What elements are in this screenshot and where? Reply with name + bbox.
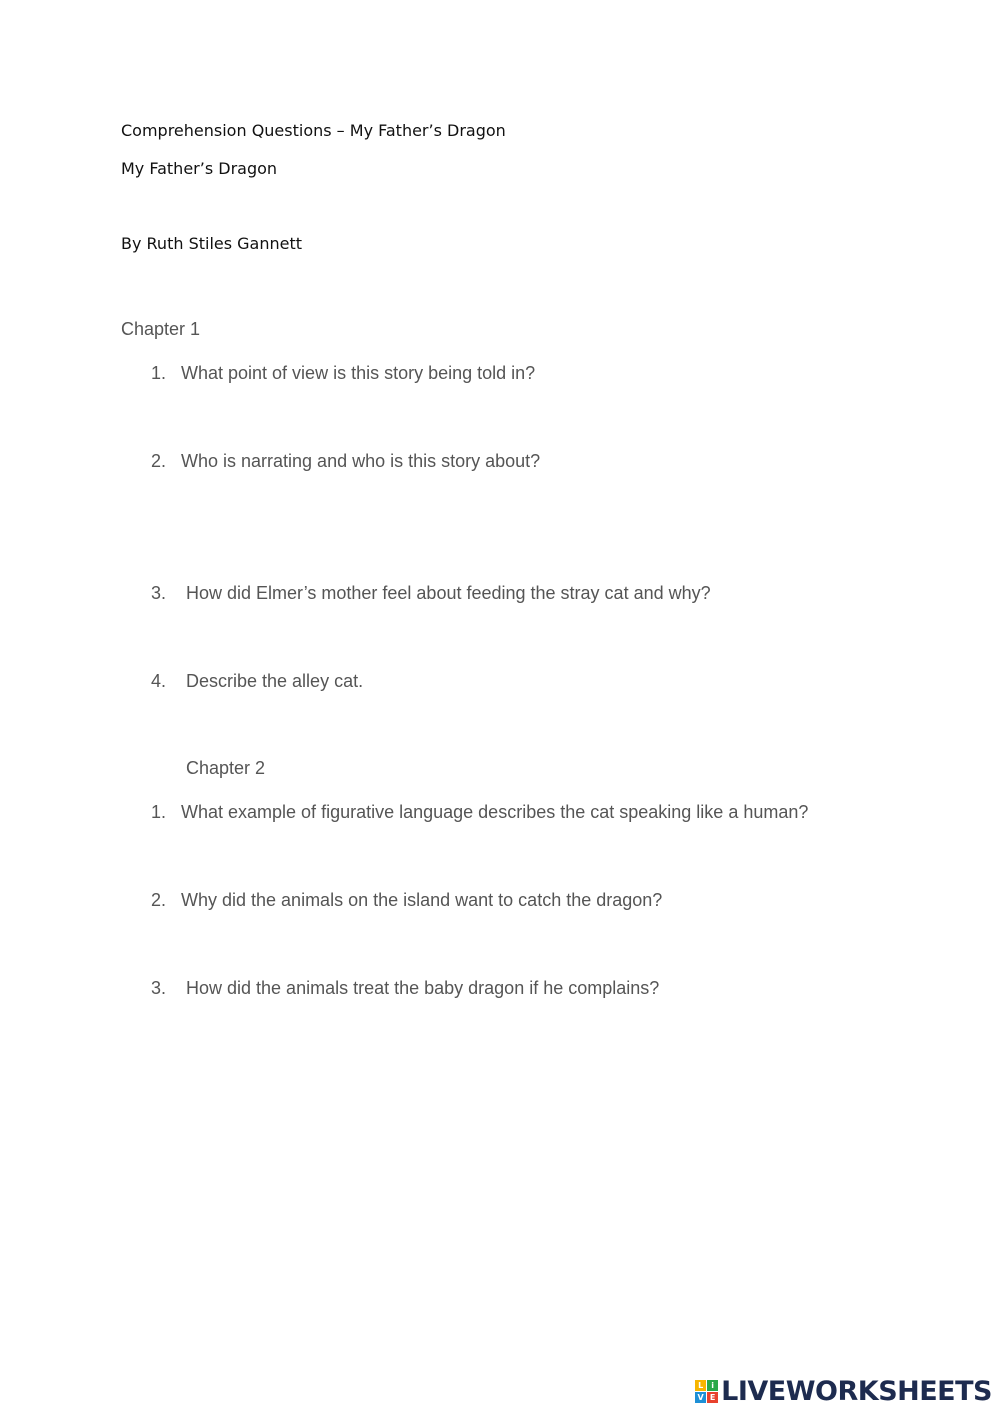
question-text: How did Elmer’s mother feel about feeding the stray cat and why? — [186, 583, 711, 603]
question-text: What example of figurative language describes the cat speaking like a human? — [181, 802, 809, 822]
chapter-2-question-2 — [151, 890, 662, 911]
logo-letter: i — [707, 1380, 718, 1391]
question-number: 3. — [151, 583, 167, 603]
logo-letter: E — [707, 1392, 718, 1403]
question-number: 4. — [151, 671, 167, 691]
chapter-1-question-4 — [151, 671, 363, 692]
chapter-2-question-1 — [151, 802, 808, 823]
logo-letter: V — [695, 1392, 706, 1403]
chapter-1-heading: Chapter 1 — [121, 319, 201, 339]
question-number: 1. — [151, 363, 167, 383]
question-number: 3. — [151, 978, 167, 998]
question-number: 2. — [151, 451, 167, 471]
liveworksheets-brand[interactable] — [695, 1376, 992, 1407]
chapter-2-question-3 — [151, 978, 659, 999]
question-text: Who is narrating and who is this story about? — [181, 451, 541, 471]
logo-letter: L — [695, 1380, 706, 1391]
chapter-2-heading: Chapter 2 — [186, 758, 266, 778]
liveworksheets-logo-icon — [695, 1380, 718, 1403]
question-text: Why did the animals on the island want to catch the dragon? — [181, 890, 663, 910]
book-title: My Father’s Dragon — [121, 159, 278, 178]
chapter-1-question-2 — [151, 451, 540, 472]
chapter-1-question-3 — [151, 583, 711, 604]
brand-name: LIVEWORKSHEETS — [721, 1376, 992, 1407]
question-text: Describe the alley cat. — [186, 671, 364, 691]
worksheet-title: Comprehension Questions – My Father’s Dragon — [121, 121, 506, 140]
chapter-1-question-1 — [151, 363, 535, 384]
author-line: By Ruth Stiles Gannett — [121, 234, 303, 253]
question-number: 2. — [151, 890, 167, 910]
question-text: How did the animals treat the baby dragon if he complains? — [186, 978, 660, 998]
question-text: What point of view is this story being told in? — [181, 363, 536, 383]
question-number: 1. — [151, 802, 167, 822]
